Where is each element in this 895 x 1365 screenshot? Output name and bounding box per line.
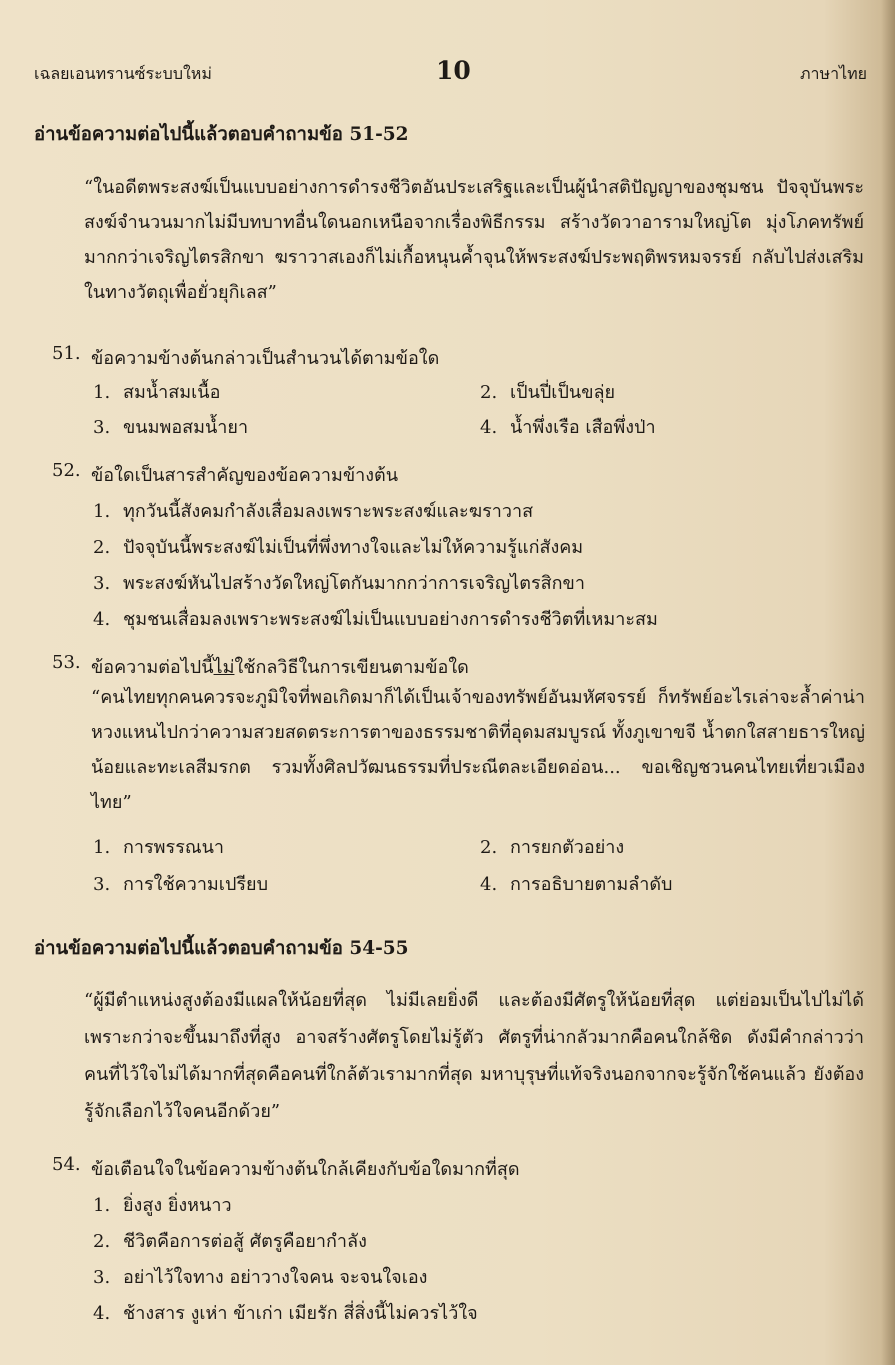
option-number: 3. — [93, 874, 111, 895]
option-number: 2. — [480, 382, 498, 403]
option-text: เป็นปี่เป็นขลุ่ย — [510, 382, 616, 403]
header-book-title: เฉลยเอนทรานซ์ระบบใหม่ — [34, 64, 212, 83]
option-number: 2. — [480, 837, 498, 858]
option-number: 3. — [93, 573, 111, 594]
option-number: 2. — [93, 1231, 111, 1252]
option-text: การพรรณนา — [123, 837, 224, 858]
question-text-53-post: ใช้กลวิธีในการเขียนตามข้อใด — [234, 657, 469, 678]
option-text: ยิ่งสูง ยิ่งหนาว — [123, 1195, 232, 1216]
q51-option-2 — [480, 377, 615, 406]
option-text: ทุกวันนี้สังคมกำลังเสื่อมลงเพราะพระสงฆ์และฆราวาส — [123, 501, 534, 522]
question-text-53-pre: ข้อความต่อไปนี้ — [91, 657, 214, 678]
q54-option-2 — [93, 1226, 367, 1255]
option-text: อย่าไว้ใจทาง อย่าวางใจคน จะจนใจเอง — [123, 1267, 428, 1288]
option-text: พระสงฆ์หันไปสร้างวัดใหญ่โตกันมากกว่าการเจริญไตรสิกขา — [123, 573, 585, 594]
q53-option-3 — [93, 869, 268, 898]
question-number-51: 51. — [52, 343, 81, 364]
option-number: 1. — [93, 1195, 111, 1216]
option-number: 1. — [93, 837, 111, 858]
q53-option-2 — [480, 832, 624, 861]
option-text: ขนมพอสมน้ำยา — [123, 417, 249, 438]
option-text: สมน้ำสมเนื้อ — [123, 382, 221, 403]
option-number: 1. — [93, 382, 111, 403]
question-text-54: ข้อเตือนใจในข้อความข้างต้นใกล้เคียงกับข้อใดมากที่สุด — [91, 1159, 520, 1180]
option-number: 1. — [93, 501, 111, 522]
q54-option-4 — [93, 1298, 478, 1327]
option-text: ปัจจุบันนี้พระสงฆ์ไม่เป็นที่พึ่งทางใจและไม่ให้ความรู้แก่สังคม — [123, 537, 584, 558]
q52-option-3 — [93, 568, 585, 597]
option-number: 2. — [93, 537, 111, 558]
option-text: ช้างสาร งูเห่า ข้าเก่า เมียรัก สี่สิ่งนี้ไม่ควรไว้ใจ — [123, 1303, 478, 1324]
q52-option-1 — [93, 496, 533, 525]
question-text-53 — [91, 652, 469, 681]
option-text: น้ำพึ่งเรือ เสือพึ่งป่า — [510, 417, 656, 438]
option-text: ชีวิตคือการต่อสู้ ศัตรูคือยากำลัง — [123, 1231, 367, 1252]
q54-option-3 — [93, 1262, 427, 1291]
q54-option-1 — [93, 1190, 232, 1219]
option-text: ชุมชนเสื่อมลงเพราะพระสงฆ์ไม่เป็นแบบอย่างการดำรงชีวิตที่เหมาะสม — [123, 609, 658, 630]
passage-54-55: “ผู้มีตำแหน่งสูงต้องมีแผลให้น้อยที่สุด ไม่มีเลยยิ่งดี และต้องมีศัตรูให้น้อยที่สุด แต่ย่อมเป็นไปไม่ได้ เพราะกว่าจะขึ้นมาถึงที่สูง อาจสร้างศัตรูโดยไม่รู้ตัว ศัตรูที่น่ากลัวมากคือคนใกล้ชิด ดังมีคำกล่าวว่า คนที่ไว้ใจไม่ได้มากที่สุดคือคนที่ใกล้ตัวเรามากที่สุด มหาบุรุษที่แท้จริงนอกจากจะรู้จักใช้คนแล้ว ยังต้องรู้จักเลือกไว้ใจคนอีกด้วย” — [84, 990, 864, 1122]
q52-option-2 — [93, 532, 583, 561]
section-heading-54-55: อ่านข้อความต่อไปนี้แล้วตอบคำถามข้อ 54-55 — [34, 938, 409, 959]
passage-53: “คนไทยทุกคนควรจะภูมิใจที่พอเกิดมาก็ได้เป็นเจ้าของทรัพย์อันมหัศจรรย์ ก็ทรัพย์อะไรเล่าจะล้ำค่าน่าหวงแหนไปกว่าความสวยสดตระการตาของธรรมชาติที่อุดมสมบูรณ์ ทั้งภูเขาขจี น้ำตกใสสายธารใหญ่น้อยและทะเลสีมรกต รวมทั้งศิลปวัฒนธรรมที่ประณีตละเอียดอ่อน... ขอเชิญชวนคนไทยเที่ยวเมืองไทย” — [91, 687, 865, 813]
header-subject: ภาษาไทย — [800, 64, 868, 83]
q51-option-4 — [480, 412, 656, 441]
option-number: 4. — [480, 874, 498, 895]
page-number: 10 — [436, 56, 471, 85]
q51-option-3 — [93, 412, 248, 441]
question-text-52: ข้อใดเป็นสารสำคัญของข้อความข้างต้น — [91, 465, 399, 486]
option-text: การยกตัวอย่าง — [510, 837, 625, 858]
q52-option-4 — [93, 604, 658, 633]
option-number: 4. — [93, 609, 111, 630]
question-text-51: ข้อความข้างต้นกล่าวเป็นสำนวนได้ตามข้อใด — [91, 348, 440, 369]
section-heading-51-52: อ่านข้อความต่อไปนี้แล้วตอบคำถามข้อ 51-52 — [34, 124, 409, 145]
option-number: 3. — [93, 417, 111, 438]
passage-51-52: “ในอดีตพระสงฆ์เป็นแบบอย่างการดำรงชีวิตอันประเสริฐและเป็นผู้นำสติปัญญาของชุมชน ปัจจุบันพระสงฆ์จำนวนมากไม่มีบทบาทอื่นใดนอกเหนือจากเรื่องพิธีกรรม สร้างวัดวาอารามใหญ่โต มุ่งโภคทรัพย์มากกว่าเจริญไตรสิกขา ฆราวาสเองก็ไม่เกื้อหนุนค้ำจุนให้พระสงฆ์ประพฤติพรหมจรรย์ กลับไปส่งเสริมในทางวัตถุเพื่อยั่วยุกิเลส” — [84, 177, 864, 303]
q53-option-4 — [480, 869, 672, 898]
page-edge-shadow — [881, 0, 895, 1365]
option-text: การใช้ความเปรียบ — [123, 874, 269, 895]
option-number: 3. — [93, 1267, 111, 1288]
question-text-53-underlined: ไม่ — [213, 657, 235, 678]
q51-option-1 — [93, 377, 220, 406]
question-number-52: 52. — [52, 460, 81, 481]
question-number-53: 53. — [52, 652, 81, 673]
option-number: 4. — [93, 1303, 111, 1324]
question-number-54: 54. — [52, 1154, 81, 1175]
option-number: 4. — [480, 417, 498, 438]
q53-option-1 — [93, 832, 224, 861]
option-text: การอธิบายตามลำดับ — [510, 874, 673, 895]
